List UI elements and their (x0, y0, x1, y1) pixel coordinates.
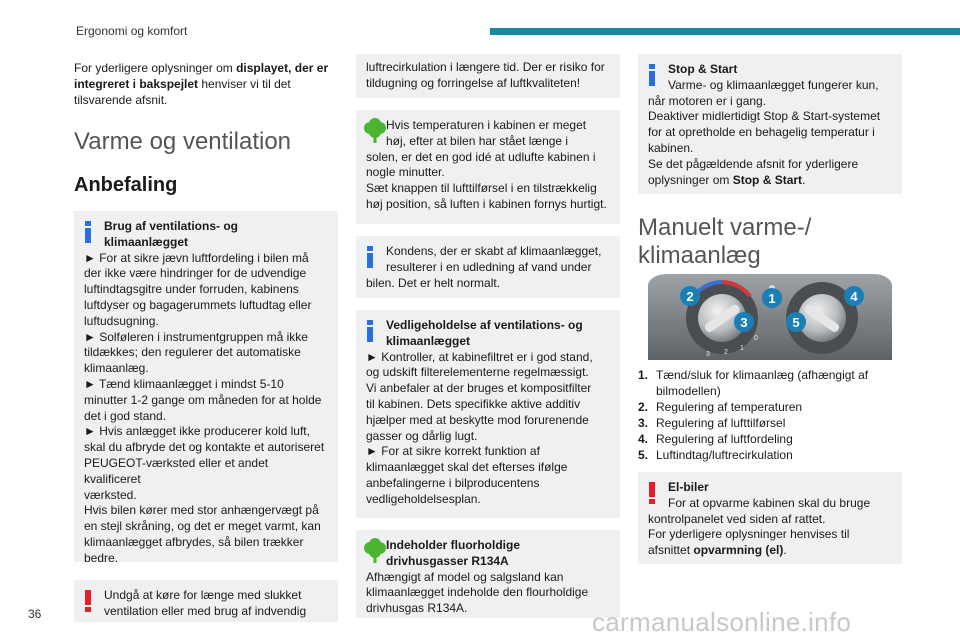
heading-line: klimaanlæg (638, 242, 761, 269)
box-line: Undgå at køre for længe med slukket (104, 588, 302, 602)
intro-bold: displayet, der er integreret i bakspejlet (74, 61, 329, 91)
box-line: ventilation eller med brug af indvendig (104, 603, 307, 618)
warning-icon (648, 482, 656, 504)
climate-control-panel-image (648, 274, 892, 360)
list-item (638, 447, 902, 463)
fan-mark-3: 3 (706, 351, 710, 358)
box-line: bilen. Det er helt normalt. (366, 275, 501, 290)
text: . (783, 543, 787, 558)
box-line: ► Kontroller, at kabinefiltret er i god stand, (366, 349, 593, 364)
warning-icon (84, 590, 92, 612)
box-line: resulterer i en udledning af vand under (386, 259, 592, 274)
box-line: luftrecirkulation i længere tid. Der er risiko for (366, 60, 605, 74)
box-line: ► Hvis anlægget ikke producerer kold luft, (84, 424, 310, 439)
fan-mark-2: 2 (724, 349, 728, 356)
eco-box-r134a (356, 530, 620, 618)
box-line: vedligeholdelsesplan. (366, 491, 481, 506)
bold-text: Stop & Start (732, 172, 803, 187)
list-number: 4. (638, 432, 649, 446)
box-line: ► For at sikre jævn luftfordeling i bilen må (84, 250, 309, 265)
list-text: Luftindtag/luftrecirkulation (656, 448, 793, 462)
box-title-2: klimaanlægget (104, 234, 189, 249)
box-line: der ikke være hindringer for de udvendige (84, 266, 307, 281)
box-title: Vedligeholdelse af ventilations- og (386, 318, 583, 332)
heading-manuelt-klimaanlaeg (638, 214, 902, 270)
list-text: Regulering af temperaturen (656, 400, 803, 414)
box-line: høj, efter at bilen har stået længe i (386, 133, 569, 148)
box-title: El-biler (668, 480, 709, 494)
bold-text: opvarmning (el) (693, 543, 784, 558)
list-number: 2. (638, 400, 649, 414)
eco-tree-icon (364, 118, 386, 144)
box-line: luftindtagsgitre under forruden, kabinens (84, 282, 299, 297)
box-title: Brug af ventilations- og (104, 219, 239, 233)
callout-3 (734, 312, 754, 332)
box-line: anbefalingerne i bilproducentens (366, 475, 540, 490)
info-icon (366, 246, 374, 268)
list-item (638, 431, 902, 447)
list-text: Tænd/sluk for klimaanlæg (afhængigt af (656, 368, 869, 382)
box-line: solen, er det en god idé at udlufte kabinen i (366, 149, 596, 164)
list-item (638, 415, 902, 431)
text: . (802, 172, 806, 187)
watermark: carmanualsonline.info (592, 607, 852, 637)
box-line: For yderligere oplysninger henvises til (648, 527, 850, 542)
box-body (366, 350, 610, 508)
box-line: når motoren er i gang. (648, 93, 767, 108)
box-line: klimaanlægget skal det efterses ifølge (366, 460, 568, 475)
box-line: det i god stand. (84, 408, 167, 423)
box-line: Hvis temperaturen i kabinen er meget (386, 118, 587, 132)
box-line: gasser og dårlig lugt. (366, 428, 478, 443)
box-line: Kondens, der er skabt af klimaanlægget, (386, 244, 602, 258)
callout-5-label: 5 (792, 315, 800, 330)
box-line: en stejl skråning, og det er meget varmt, kan (84, 519, 321, 534)
text: oplysninger om (648, 172, 733, 187)
box-line: til kabinen. Dets specifikke aktive additiv (366, 396, 581, 411)
box-line: for at opretholde en behagelig temperatur i (648, 125, 875, 140)
column-2 (356, 54, 620, 618)
box-line: høj position, så luften i kabinen fornys hurtigt. (366, 196, 607, 211)
intro-paragraph (74, 60, 338, 108)
box-line: og udskift filterelementerne regelmæssigt. (366, 365, 589, 380)
fan-mark-1: 1 (740, 345, 744, 352)
box-line: Vi anbefaler at der bruges et kompositfilter (366, 381, 592, 396)
box-line: kabinen. (648, 140, 694, 155)
box-line: værksted. (84, 487, 137, 502)
callout-1 (762, 288, 782, 308)
box-line: nogle minutter. (366, 165, 445, 180)
box-line: hjælper med at beskytte mod forurenende (366, 412, 589, 427)
list-number: 5. (638, 448, 649, 462)
box-line: luftdyser og bagagerummets luftudtag eller (84, 297, 312, 312)
box-line: tildækkes; den regulerer det automatiske (84, 345, 301, 360)
box-title-2: drivhusgasser R134A (386, 553, 509, 568)
box-line: tildugning og forringelse af luftkvaliteten! (366, 75, 581, 90)
callout-4 (844, 286, 864, 306)
box-line: klimaanlægget afbrydes, så bilen trækker (84, 534, 304, 549)
list-text: Regulering af lufttilførsel (656, 416, 786, 430)
intro-text-end: henviser vi til det tilsvarende afsnit. (74, 77, 291, 107)
box-line: ► For at sikre korrekt funktion af (366, 444, 540, 459)
box-line: bedre. (84, 550, 119, 565)
box-line: skal du afbryde det og kontakte et autoriseret (84, 440, 325, 455)
callout-5 (786, 312, 806, 332)
box-line: PEUGEOT-værksted eller et andet kvalificeret (84, 455, 269, 486)
callout-4-label: 4 (850, 289, 858, 304)
list-number: 3. (638, 416, 649, 430)
warning-box-continued (356, 54, 620, 98)
heading-anbefaling: Anbefaling (74, 174, 178, 196)
section-header: Ergonomi og komfort (76, 24, 188, 38)
box-line: Deaktiver midlertidigt Stop & Start-systemet (648, 109, 881, 124)
box-line: klimaanlæg. (84, 361, 149, 376)
box-line: Afhængigt af model og salgsland kan (366, 569, 564, 584)
box-line: ► Tænd klimaanlægget i mindst 5-10 (84, 376, 284, 391)
column-3 (638, 54, 902, 270)
box-line: Sæt knappen til lufttilførsel i en tilstrækkelig (366, 181, 597, 196)
callout-3-label: 3 (740, 315, 748, 330)
intro-text: For yderligere oplysninger om (74, 61, 237, 75)
box-line: luftudsugning. (84, 313, 159, 328)
text: afsnittet (648, 543, 694, 558)
page-number: 36 (28, 607, 42, 621)
list-text: bilmodellen) (656, 384, 721, 398)
warning-box-el-biler (638, 472, 902, 564)
list-number: 1. (638, 368, 649, 382)
info-icon (648, 64, 656, 86)
callout-2 (680, 286, 700, 306)
callout-2-label: 2 (686, 289, 694, 304)
fan-mark-0: 0 (754, 335, 758, 342)
box-line: ► Solføleren i instrumentgruppen må ikke (84, 329, 308, 344)
info-box-ventilation-use (74, 211, 338, 565)
box-title-2: klimaanlægget (386, 333, 471, 348)
callout-1-label: 1 (768, 291, 776, 306)
heading-line: Manuelt varme-/ (638, 214, 812, 241)
heading-varme-ventilation: Varme og ventilation (74, 128, 292, 155)
box-line: Hvis bilen kører med stor anhængervægt på (84, 503, 319, 518)
info-icon (84, 221, 92, 243)
info-box-maintenance (356, 310, 620, 518)
box-line-last (648, 543, 892, 559)
control-legend-list (638, 367, 902, 463)
box-title: Indeholder fluorholdige (386, 538, 520, 552)
info-box-stop-start (638, 54, 902, 194)
header-accent-bar (490, 28, 960, 35)
column-1 (74, 54, 338, 622)
box-title: Stop & Start (668, 62, 738, 76)
box-line: kontrolpanelet ved siden af rattet. (648, 511, 826, 526)
info-box-condensation (356, 236, 620, 298)
list-text: Regulering af luftfordeling (656, 432, 793, 446)
box-line-last (648, 173, 892, 189)
box-line: Varme- og klimaanlægget fungerer kun, (668, 77, 879, 92)
list-item (638, 399, 902, 415)
eco-box-cabin-temperature (356, 110, 620, 224)
list-item (638, 367, 902, 399)
box-line: klimaanlægget indeholde den flourholdige (366, 585, 589, 600)
warning-box-recirculation (74, 580, 338, 622)
box-line: For at opvarme kabinen skal du bruge (668, 495, 871, 510)
box-line: minutter 1-2 gange om måneden for at holde (84, 392, 322, 407)
box-body (84, 251, 328, 567)
info-icon (366, 320, 374, 342)
box-line: Se det pågældende afsnit for yderligere (648, 156, 859, 171)
box-line: drivhusgas R134A. (366, 601, 468, 616)
eco-tree-icon (364, 538, 386, 564)
